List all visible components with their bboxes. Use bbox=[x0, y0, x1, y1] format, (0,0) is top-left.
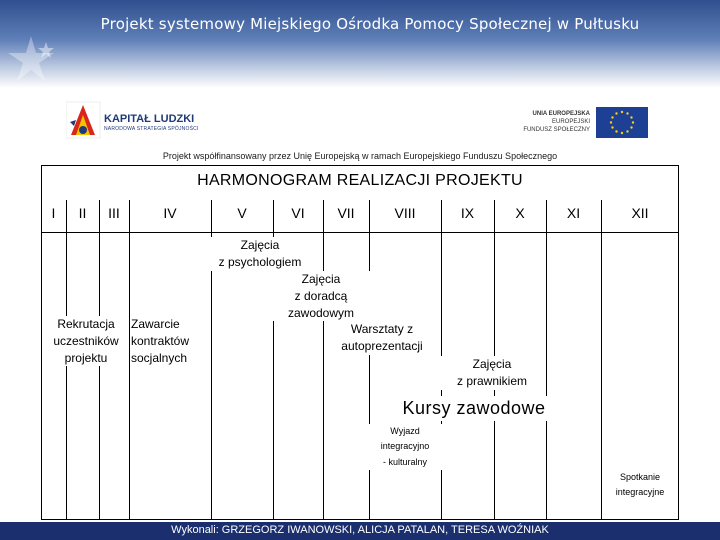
kapital-ludzki-subtitle: NARODOWA STRATEGIA SPÓJNOŚCI bbox=[104, 126, 199, 132]
month-label: II bbox=[78, 205, 87, 221]
kapital-ludzki-title: KAPITAŁ LUDZKI bbox=[104, 113, 195, 125]
month-label: IV bbox=[163, 205, 177, 221]
month-label: I bbox=[51, 205, 56, 221]
header-banner bbox=[0, 0, 720, 88]
month-label: VIII bbox=[394, 205, 416, 221]
column-divider bbox=[546, 200, 547, 520]
schedule-title: HARMONOGRAM REALIZACJI PROJEKTU bbox=[197, 172, 523, 189]
column-divider bbox=[129, 200, 130, 520]
eu-text-line2: EUROPEJSKI bbox=[551, 119, 590, 125]
column-divider bbox=[369, 200, 370, 520]
activity-doradca: Zajęcia z doradcą zawodowym bbox=[269, 271, 373, 321]
activity-warsztaty: Warsztaty z autoprezentacji bbox=[332, 321, 432, 355]
activity-spotkanie: Spotkanie integracyjne bbox=[602, 470, 678, 501]
star-decoration-icon bbox=[6, 34, 56, 84]
eu-text-line3: FUNDUSZ SPOŁECZNY bbox=[523, 127, 590, 133]
eu-text-line1: UNIA EUROPEJSKA bbox=[532, 111, 590, 117]
header-row-divider bbox=[41, 232, 679, 233]
month-label: V bbox=[237, 205, 247, 221]
activity-psycholog: Zajęcia z psychologiem bbox=[210, 237, 310, 271]
activity-prawnik: Zajęcia z prawnikiem bbox=[440, 356, 544, 390]
month-label: X bbox=[515, 205, 525, 221]
footer-credits: Wykonali: GRZEGORZ IWANOWSKI, ALICJA PATALAN, TERESA WOŹNIAK bbox=[171, 524, 549, 536]
cofinance-note: Projekt współfinansowany przez Unię Europejską w ramach Europejskiego Funduszu Społecznego bbox=[162, 151, 558, 161]
month-label: VII bbox=[337, 205, 355, 221]
month-label: VI bbox=[291, 205, 305, 221]
activity-rekrutacja: Rekrutacja uczestników projektu bbox=[45, 316, 127, 366]
activity-wyjazd: Wyjazd integracyjno - kulturalny bbox=[368, 424, 442, 470]
month-label: IX bbox=[460, 205, 475, 221]
month-label: XI bbox=[566, 205, 581, 221]
month-label: III bbox=[108, 205, 120, 221]
month-label: XII bbox=[631, 205, 649, 221]
activity-zawarcie: Zawarcie kontraktów socjalnych bbox=[131, 316, 207, 366]
page-title: Projekt systemowy Miejskiego Ośrodka Pomocy Społecznej w Pułtusku bbox=[100, 15, 640, 33]
eu-flag-icon bbox=[596, 107, 648, 138]
column-divider bbox=[323, 200, 324, 520]
activity-kursy: Kursy zawodowe bbox=[378, 396, 570, 421]
